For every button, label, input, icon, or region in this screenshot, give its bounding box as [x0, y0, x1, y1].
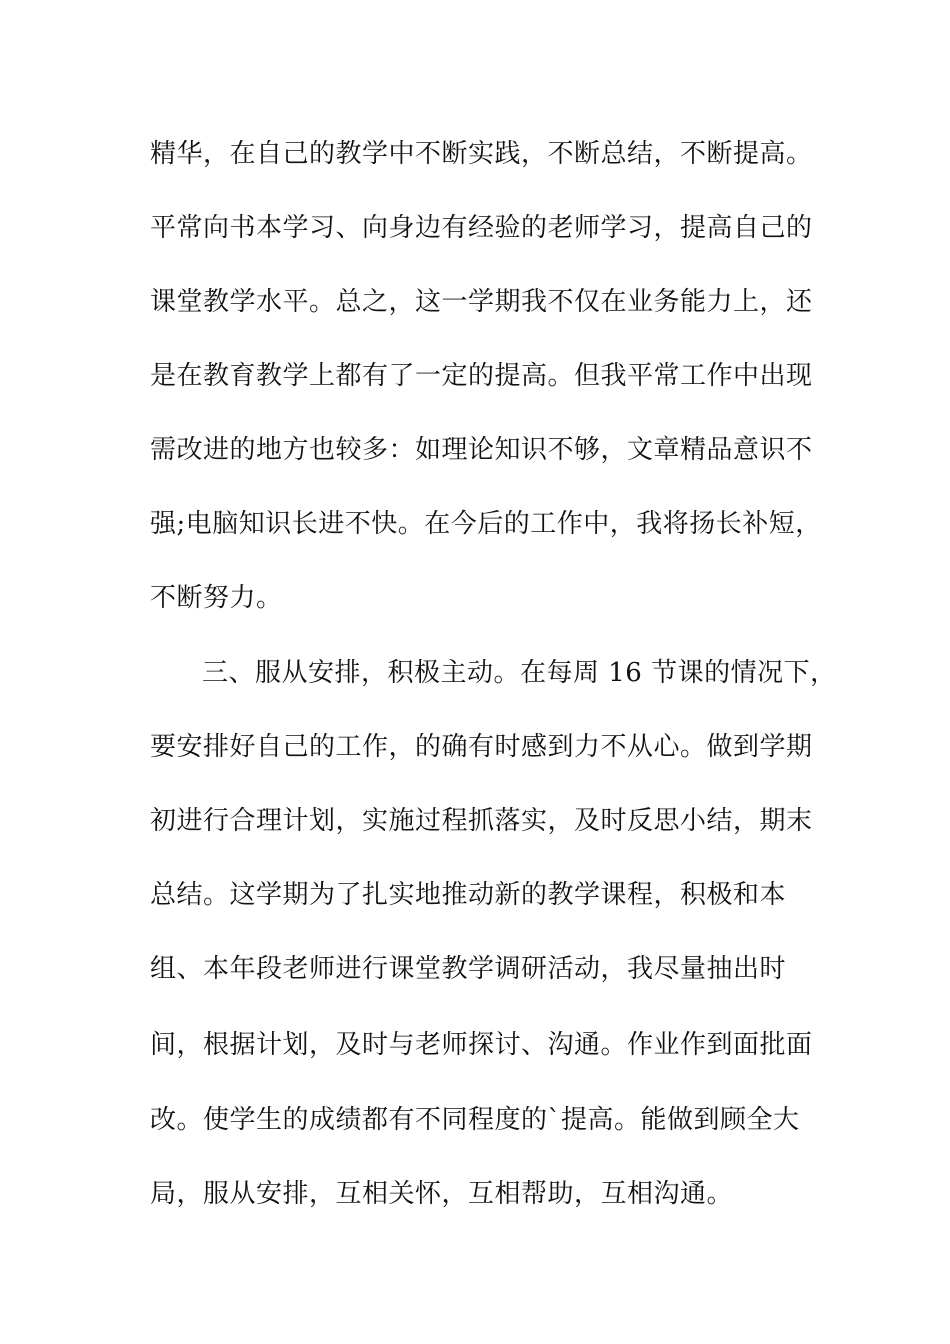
text-line: 平常向书本学习、向身边有经验的老师学习，提高自己的	[150, 213, 813, 243]
text-line: 总结。这学期为了扎实地推动新的教学课程，积极和本	[150, 880, 787, 910]
text-line: 组、本年段老师进行课堂教学调研活动，我尽量抽出时	[150, 954, 787, 984]
text-line: 不断努力。	[150, 583, 283, 613]
text-line: 局，服从安排，互相关怀，互相帮助，互相沟通。	[150, 1179, 734, 1209]
text-line: 改。使学生的成绩都有不同程度的`提高。能做到顾全大	[150, 1105, 800, 1135]
text-line: 初进行合理计划，实施过程抓落实，及时反思小结，期末	[150, 806, 813, 836]
text-line: 课堂教学水平。总之，这一学期我不仅在业务能力上，还	[150, 287, 813, 317]
text-line: 精华，在自己的教学中不断实践，不断总结，不断提高。	[150, 139, 813, 169]
text-line: 需改进的地方也较多：如理论知识不够，文章精品意识不	[150, 435, 813, 465]
text-line: 强;电脑知识长进不快。在今后的工作中，我将扬长补短，	[150, 509, 822, 539]
text-line: 要安排好自己的工作，的确有时感到力不从心。做到学期	[150, 732, 813, 762]
paragraph-start-line: 三、服从安排，积极主动。在每周 16 节课的情况下，	[202, 658, 837, 688]
text-line: 是在教育教学上都有了一定的提高。但我平常工作中出现	[150, 361, 813, 391]
text-line: 间，根据计划，及时与老师探讨、沟通。作业作到面批面	[150, 1030, 813, 1060]
